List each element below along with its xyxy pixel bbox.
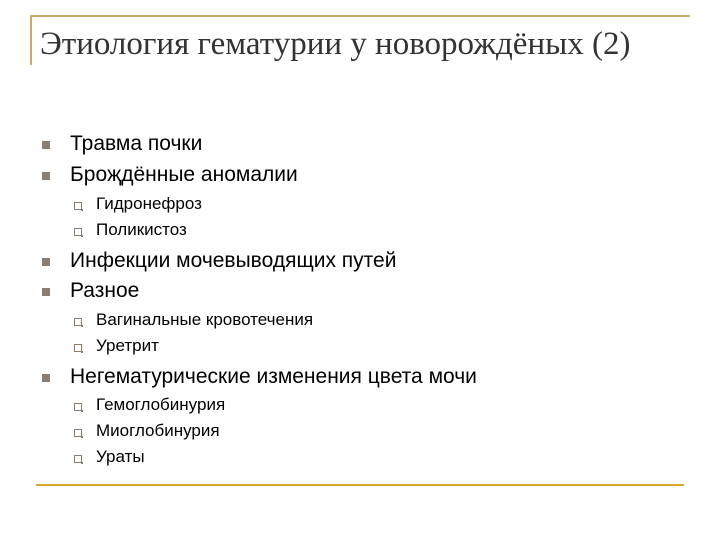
square-bullet-icon: [42, 288, 50, 296]
sub-list-item: Гемоглобинурия: [96, 395, 226, 414]
sub-list-item: Гидронефроз: [96, 194, 202, 213]
sub-list-item: Ураты: [96, 447, 145, 466]
square-bullet-icon: [42, 258, 50, 266]
bottom-divider: [36, 484, 684, 486]
square-bullet-icon: [42, 141, 50, 149]
list-item: Травма почки: [70, 132, 203, 155]
sub-list-item: Миоглобинурия: [96, 421, 220, 440]
square-bullet-icon: [42, 172, 50, 180]
list-item: Негематурические изменения цвета мочи: [70, 365, 477, 388]
list-item: Броҗдённые аномалии: [70, 163, 298, 186]
hollow-square-bullet-icon: [74, 429, 82, 437]
hollow-square-bullet-icon: [74, 228, 82, 236]
slide-title: Этиология гематурии у новорождёных (2): [40, 26, 631, 62]
list-item: Инфекции мочевыводящих путей: [70, 249, 397, 272]
hollow-square-bullet-icon: [74, 318, 82, 326]
hollow-square-bullet-icon: [74, 455, 82, 463]
square-bullet-icon: [42, 374, 50, 382]
sub-list-item: Поликистоз: [96, 220, 187, 239]
list-item: Разное: [70, 279, 140, 302]
sub-list-item: Вагинальные кровотечения: [96, 310, 314, 329]
hollow-square-bullet-icon: [74, 344, 82, 352]
sub-list-item: Уретрит: [96, 336, 159, 355]
hollow-square-bullet-icon: [74, 403, 82, 411]
hollow-square-bullet-icon: [74, 202, 82, 210]
